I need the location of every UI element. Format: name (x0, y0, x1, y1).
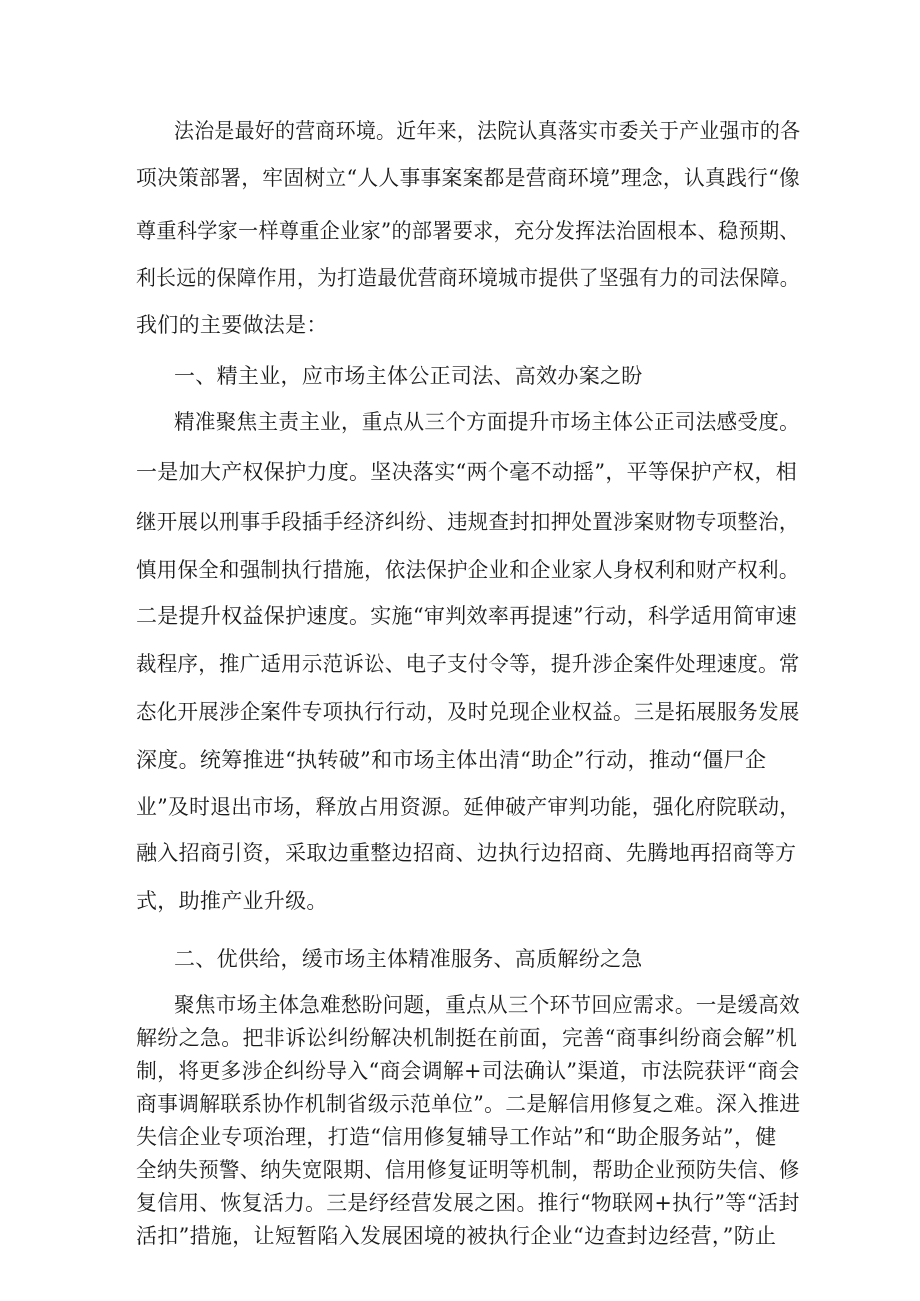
paragraph-line: 法治是最好的营商环境。近年来，法院认真落实市委关于产业强市的各 (174, 119, 801, 143)
paragraph-line: 活扣”措施，让短暂陷入发展困境的被执行企业“边查封边经营，”防止 (136, 1224, 777, 1248)
section-heading: 二、优供给，缓市场主体精准服务、高质解纷之急 (174, 947, 643, 971)
paragraph-line: 商事调解联系协作机制省级示范单位”。二是解信用修复之难。深入推进 (136, 1092, 801, 1116)
paragraph-line: 业”及时退出市场，释放占用资源。延伸破产审判功能，强化府院联动， (136, 795, 801, 819)
paragraph-line: 聚焦市场主体急难愁盼问题，重点从三个环节回应需求。一是缓高效 (174, 993, 801, 1017)
paragraph-line: 全纳失预警、纳失宽限期、信用修复证明等机制，帮助企业预防失信、修 (136, 1158, 800, 1182)
paragraph-line: 精准聚焦主责主业，重点从三个方面提升市场主体公正司法感受度。 (174, 410, 801, 434)
paragraph-line: 尊重科学家一样尊重企业家”的部署要求，充分发挥法治固根本、稳预期、 (136, 219, 800, 243)
paragraph-line: 式，助推产业升级。 (136, 889, 328, 913)
paragraph-line: 复信用、恢复活力。三是纾经营发展之困。推行“物联网+执行”等“活封 (136, 1191, 800, 1215)
paragraph-line: 解纷之急。把非诉讼纠纷解决机制挺在前面，完善“商事纠纷商会解”机 (136, 1026, 798, 1050)
paragraph-line: 制，将更多涉企纠纷导入“商会调解+司法确认”渠道，市法院获评“商会 (136, 1059, 800, 1083)
paragraph-line: 继开展以刑事手段插手经济纠纷、违规查封扣押处置涉案财物专项整治， (136, 510, 800, 534)
paragraph-line: 二是提升权益保护速度。实施“审判效率再提速”行动，科学适用简审速 (136, 604, 798, 628)
paragraph-line: 我们的主要做法是： (136, 313, 328, 337)
paragraph-line: 失信企业专项治理，打造“信用修复辅导工作站”和“助企服务站”，健 (136, 1125, 777, 1149)
paragraph-line: 利长远的保障作用，为打造最优营商环境城市提供了坚强有力的司法保障。 (136, 266, 800, 290)
paragraph-line: 裁程序，推广适用示范诉讼、电子支付令等，提升涉企案件处理速度。常 (136, 652, 800, 676)
paragraph-line: 深度。统筹推进“执转破”和市场主体出清“助企”行动，推动“僵尸企 (136, 748, 767, 772)
paragraph-line: 慎用保全和强制执行措施，依法保护企业和企业家人身权利和财产权利。 (136, 558, 800, 582)
paragraph-line: 项决策部署，牢固树立“人人事事案案都是营商环境”理念，认真践行“像 (136, 166, 801, 190)
paragraph-line: 态化开展涉企案件专项执行行动，及时兑现企业权益。三是拓展服务发展 (136, 700, 800, 724)
paragraph-line: 融入招商引资，采取边重整边招商、边执行边招商、先腾地再招商等方 (136, 841, 797, 865)
section-heading: 一、精主业，应市场主体公正司法、高效办案之盼 (174, 364, 643, 388)
paragraph-line: 一是加大产权保护力度。坚决落实“两个毫不动摇”，平等保护产权，相 (136, 460, 798, 484)
